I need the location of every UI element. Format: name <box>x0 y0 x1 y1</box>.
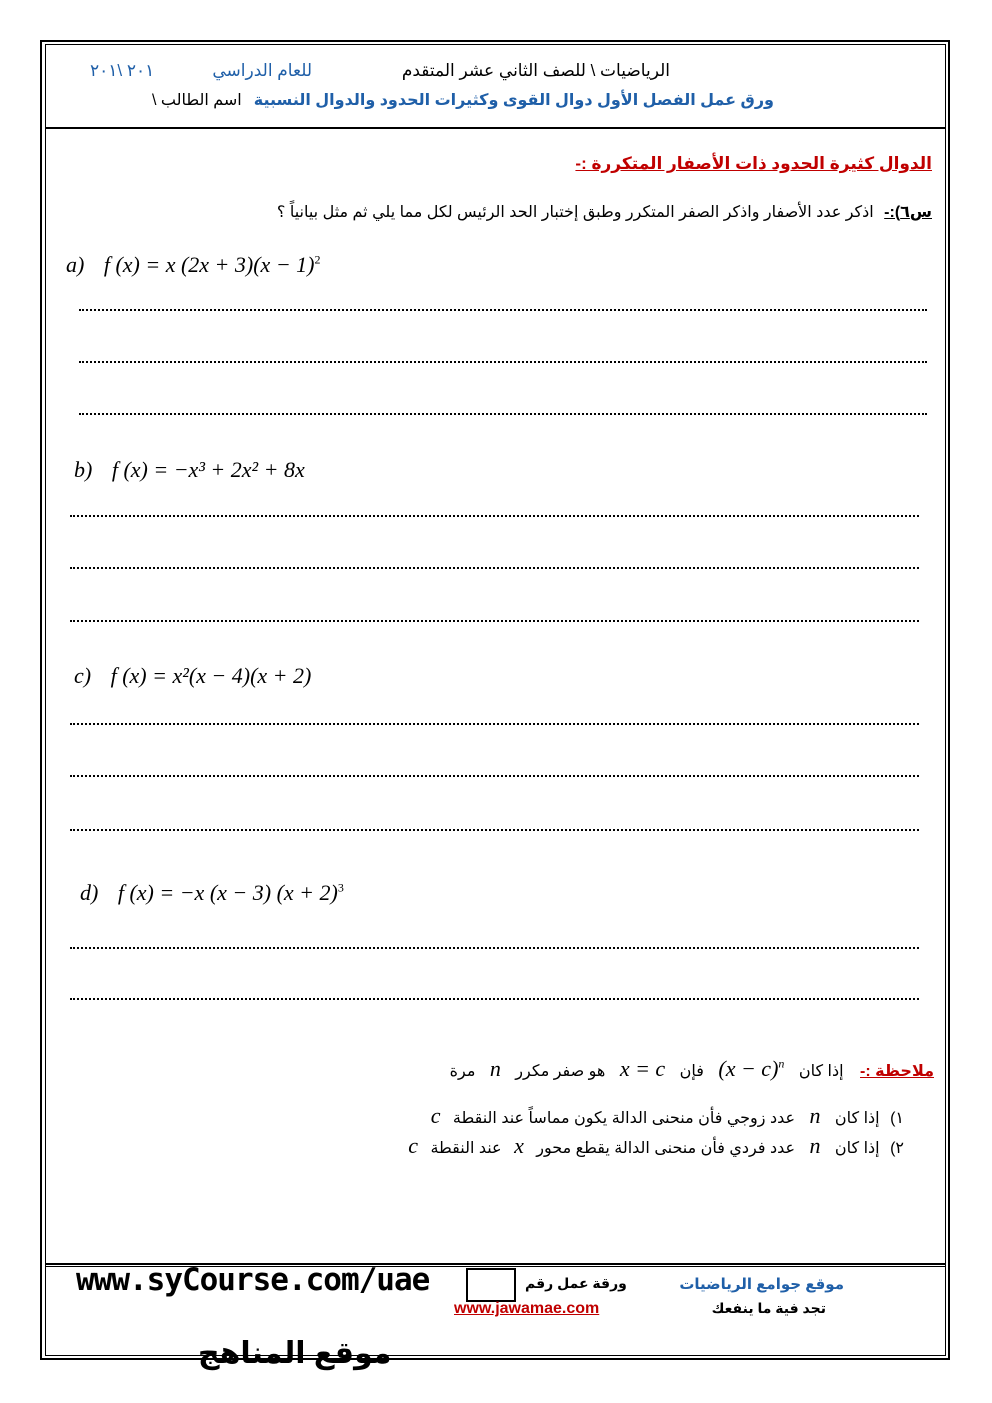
rule1-n: n <box>809 1103 821 1128</box>
answer-line <box>70 947 919 949</box>
problem-c-expression: f (x) = x²(x − 4)(x + 2) <box>110 663 312 688</box>
note-n: n <box>489 1056 501 1081</box>
student-name-label: اسم الطالب \ <box>152 92 242 109</box>
problem-d-exponent: 3 <box>337 880 344 895</box>
problem-d <box>80 880 344 906</box>
problem-a-expression: f (x) = x (2x + 3)(x − 1) <box>103 252 315 277</box>
rule2-c: c <box>408 1133 418 1158</box>
rule1-c: c <box>430 1103 441 1128</box>
answer-line <box>70 775 919 777</box>
academic-year-value: ٢٠١ \٢٠١ <box>90 61 155 80</box>
answer-line <box>70 998 919 1000</box>
header-divider <box>46 127 945 129</box>
rule2-text: عدد فردي فأن منحنى الدالة يقطع محور <box>536 1140 796 1157</box>
subject-line: الرياضيات \ للصف الثاني عشر المتقدم <box>401 61 670 80</box>
note-end: مرة <box>449 1063 476 1080</box>
rule2-x: x <box>514 1133 524 1158</box>
academic-year-label: للعام الدراسي <box>212 61 312 80</box>
note-rest: هو صفر مكرر <box>515 1063 606 1080</box>
problem-b-expression: f (x) = −x³ + 2x² + 8x <box>111 457 305 482</box>
note-rule-1 <box>423 1103 904 1129</box>
rule2-number: ٢) <box>890 1140 904 1157</box>
worksheet-number-label: ورقة عمل رقم <box>525 1275 627 1291</box>
rule1-if: إذا كان <box>834 1110 880 1127</box>
rule1-number: ١) <box>890 1110 904 1127</box>
note-factor-exp: n <box>778 1056 785 1071</box>
note-factor <box>708 1056 794 1081</box>
problem-c-label: c) <box>74 663 92 688</box>
note-intro: إذا كان <box>798 1063 844 1080</box>
rule2-text2: عند النقطة <box>430 1140 502 1157</box>
problem-d-expression: f (x) = −x (x − 3) (x + 2) <box>117 880 338 905</box>
rule2-if: إذا كان <box>834 1140 880 1157</box>
rule1-text: عدد زوجي فأن منحنى الدالة يكون مماساً عند النقطة <box>452 1110 796 1127</box>
answer-line <box>70 723 919 725</box>
problem-b-label: b) <box>74 457 93 482</box>
answer-line <box>79 361 927 363</box>
note-zero: x = c <box>619 1056 666 1081</box>
note-rule-2 <box>400 1133 904 1159</box>
rule2-n: n <box>809 1133 821 1158</box>
problem-a-exponent: 2 <box>314 252 321 267</box>
worksheet-number-box <box>466 1268 516 1302</box>
problem-c <box>74 663 311 689</box>
question-number: س٦):- <box>884 204 932 221</box>
question-row <box>277 202 932 222</box>
section-title: الدوال كثيرة الحدود ذات الأصفار المتكررة :- <box>575 154 932 173</box>
problem-a <box>66 252 321 278</box>
worksheet-title: ورق عمل الفصل الأول دوال القوى وكثيرات الحدود والدوال النسبية <box>253 92 774 109</box>
answer-line <box>79 413 927 415</box>
problem-a-label: a) <box>66 252 85 277</box>
watermark-text: موقع المناهج <box>198 1337 392 1370</box>
problem-d-label: d) <box>80 880 99 905</box>
jawamae-title: موقع جوامع الرياضيات <box>679 1276 844 1293</box>
answer-line <box>70 620 919 622</box>
note-factor-base: (x − c) <box>718 1056 779 1081</box>
page-frame-inner <box>45 44 946 1356</box>
jawamae-tagline: تجد فية ما ينفعك <box>711 1300 826 1316</box>
note-line <box>450 1056 934 1082</box>
jawamae-url[interactable]: www.jawamae.com <box>454 1300 600 1317</box>
note-then: فإن <box>679 1063 704 1080</box>
question-text: اذكر عدد الأصفار واذكر الصفر المتكرر وطبق إختبار الحد الرئيس لكل مما يلي ثم مثل بيانياً ؟ <box>276 204 874 221</box>
note-label: ملاحظة :- <box>860 1063 934 1080</box>
problem-b <box>74 457 305 483</box>
site-url[interactable]: www.syCourse.com/uae <box>76 1262 430 1298</box>
answer-line <box>70 829 919 831</box>
answer-line <box>70 567 919 569</box>
answer-line <box>79 309 927 311</box>
answer-line <box>70 515 919 517</box>
